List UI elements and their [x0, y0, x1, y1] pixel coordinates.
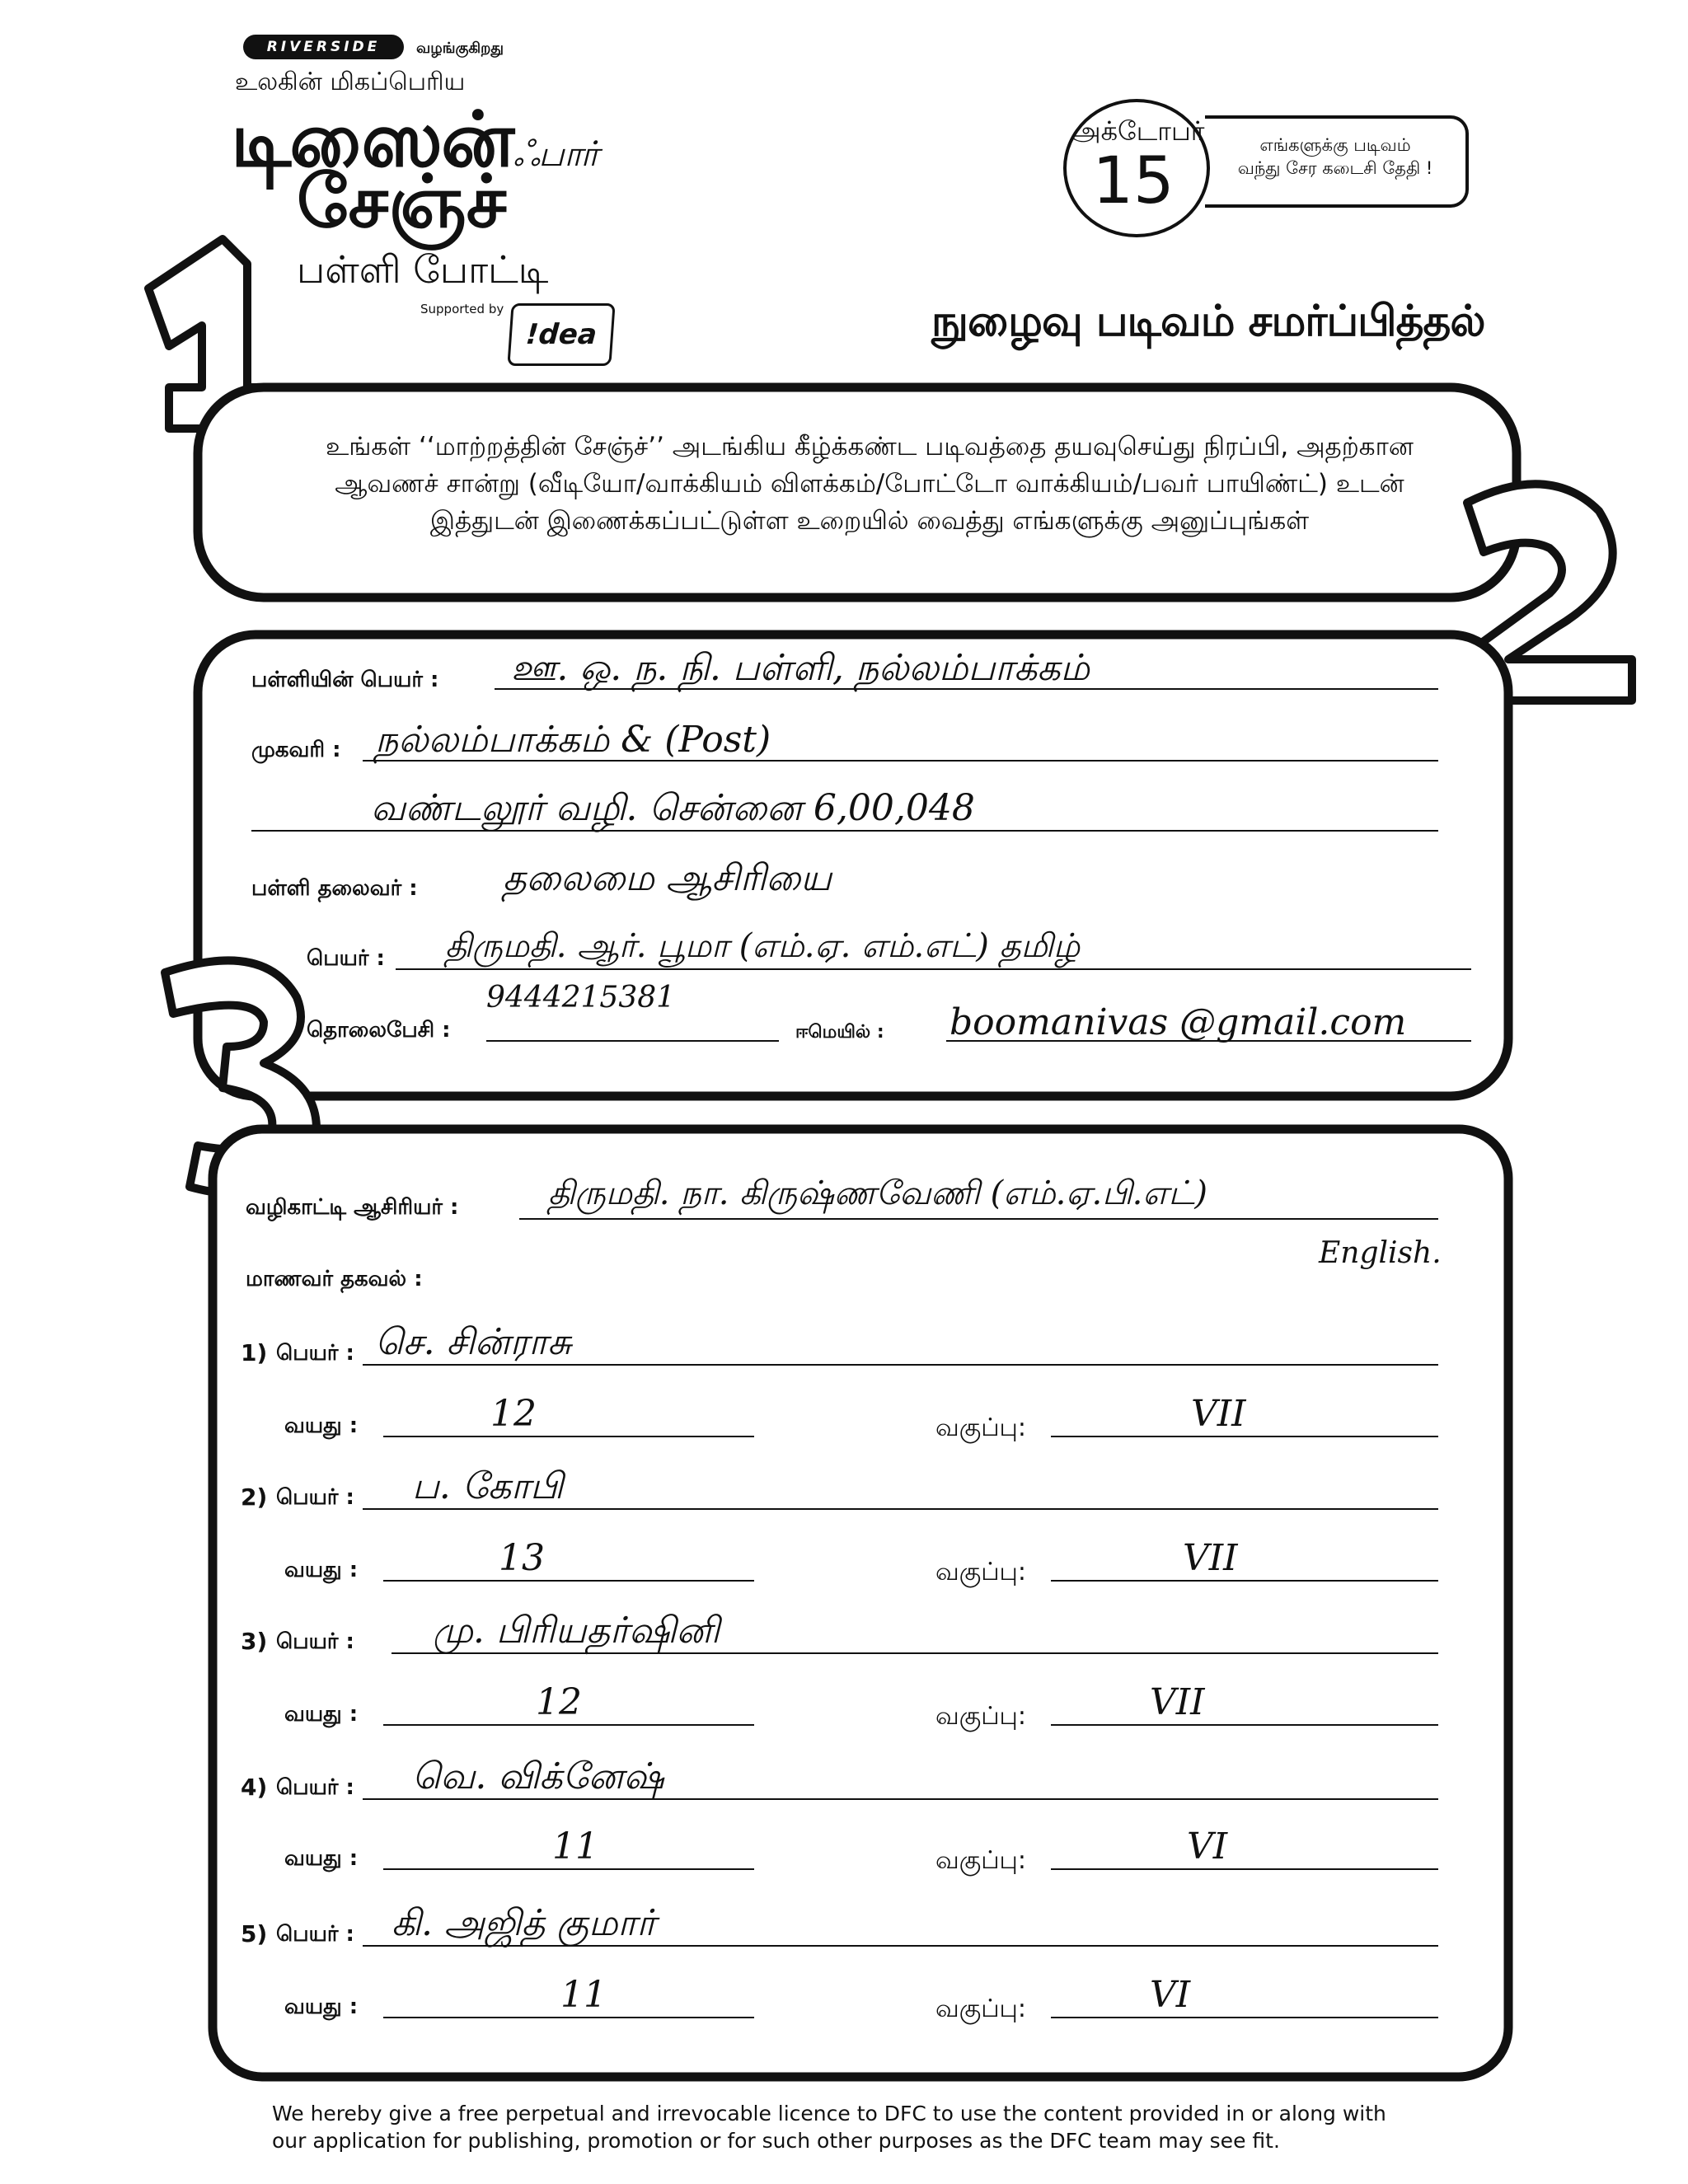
email-label: ஈமெயில் : [795, 1022, 884, 1043]
phone-line [486, 1040, 779, 1042]
riverside-logo: RIVERSIDE [243, 35, 404, 59]
student-2-num: 2) [241, 1483, 268, 1511]
student-1-class-line [1051, 1436, 1438, 1437]
person-name-value[interactable]: திருமதி. ஆர். பூமா (எம்.ஏ. எம்.எட்) தமிழ் [445, 927, 1081, 965]
school-name-value[interactable]: ஊ. ஒ. ந. நி. பள்ளி, நல்லம்பாக்கம் [511, 647, 1090, 689]
student-5-name[interactable]: கி. அஜித் குமார் [392, 1902, 656, 1944]
student-4-age-line [383, 1868, 754, 1870]
guide-subject[interactable]: English. [1319, 1236, 1442, 1270]
student-1-num: 1) [241, 1339, 268, 1366]
student-2-name[interactable]: ப. கோபி [412, 1465, 564, 1507]
student-4-num: 4) [241, 1774, 268, 1801]
student-1-age-label: வயது : [284, 1413, 359, 1438]
student-2-class-line [1051, 1580, 1438, 1582]
deadline-day: 15 [1092, 144, 1175, 218]
student-4-class[interactable]: VI [1187, 1825, 1228, 1868]
student-5-age-line [383, 2017, 754, 2018]
student-3-num: 3) [241, 1628, 268, 1655]
student-3-name-label: பெயர் : [276, 1629, 354, 1654]
licence-footer: We hereby give a free perpetual and irrevocable licence to DFC to use the content provided in or along with our application for publishing, promotion or for such other purposes as the DFC team may see fit. [272, 2102, 1386, 2153]
student-5-class-line [1051, 2017, 1438, 2018]
student-4-class-label: வகுப்பு: [935, 1846, 1026, 1875]
student-3-age[interactable]: 12 [536, 1681, 582, 1723]
deadline-note-line1: எங்களுக்கு படிவம் [1259, 135, 1411, 155]
student-2-name-label: பெயர் : [276, 1485, 354, 1510]
address-line1-value[interactable]: நல்லம்பாக்கம் & (Post) [375, 719, 771, 761]
largest-text: உலகின் மிகப்பெரிய [235, 68, 466, 96]
students-label: மாணவர் தகவல் : [246, 1267, 423, 1291]
student-4-name-label: பெயர் : [276, 1775, 354, 1800]
student-1-age-line [383, 1436, 754, 1437]
student-1-class[interactable]: VII [1191, 1393, 1246, 1435]
phone-value[interactable]: 9444215381 [486, 981, 676, 1015]
deadline-note [1205, 115, 1469, 208]
address-line2-value[interactable]: வண்டலூர் வழி. சென்னை 6,00,048 [371, 787, 975, 829]
student-2-age-label: வயது : [284, 1558, 359, 1582]
student-4-age-label: வயது : [284, 1846, 359, 1871]
submission-title: நுழைவு படிவம் சமர்ப்பித்தல் [931, 297, 1485, 346]
title-for: ஃபார் [513, 134, 598, 174]
guide-value[interactable]: திருமதி. நா. கிருஷ்ணவேணி (எம்.ஏ.பி.எட்) [548, 1174, 1208, 1212]
head-value[interactable]: தலைமை ஆசிரியை [503, 857, 832, 899]
deadline-month: அக்டோபர் [1071, 115, 1205, 147]
student-3-class-line [1051, 1724, 1438, 1726]
student-2-age-line [383, 1580, 754, 1582]
student-2-class[interactable]: VII [1183, 1537, 1238, 1579]
student-4-name[interactable]: வெ. விக்னேஷ் [412, 1755, 664, 1797]
school-name-label: பள்ளியின் பெயர் : [251, 668, 439, 692]
student-4-class-line [1051, 1868, 1438, 1870]
student-3-age-label: வயது : [284, 1702, 359, 1727]
student-3-age-line [383, 1724, 754, 1726]
student-3-name[interactable]: மு. பிரியதர்ஷினி [433, 1610, 720, 1652]
guide-label: வழிகாட்டி ஆசிரியர் : [246, 1195, 459, 1220]
student-1-name-label: பெயர் : [276, 1341, 354, 1366]
student-2-class-label: வகுப்பு: [935, 1558, 1026, 1586]
student-1-age[interactable]: 12 [490, 1393, 537, 1435]
student-5-class[interactable]: VI [1150, 1974, 1191, 2016]
student-1-class-label: வகுப்பு: [935, 1413, 1026, 1442]
contest-name: பள்ளி போட்டி [297, 247, 549, 292]
address-label: முகவரி : [251, 738, 341, 762]
email-value[interactable]: boomanivas @gmail.com [950, 1001, 1407, 1043]
student-5-num: 5) [241, 1920, 268, 1947]
head-label: பள்ளி தலைவர் : [251, 876, 418, 901]
guide-line [519, 1218, 1438, 1220]
student-5-age-label: வயது : [284, 1994, 359, 2019]
phone-label: தொலைபேசி : [307, 1018, 451, 1043]
supported-by: Supported by [420, 302, 504, 316]
deadline-note-line2: வந்து சேர கடைசி தேதி ! [1237, 158, 1433, 178]
instructions-text: உங்கள் ‘‘மாற்றத்தின் சேஞ்ச்’’ அடங்கிய கீழ்க்கண்ட படிவத்தை தயவுசெய்து நிரப்பி, அதற்கான ஆவணச் சான்று (வீடியோ/வாக்கியம் விளக்கம்/போட்டோ வாக்கியம்/பவர் பாயிண்ட்) உடன் இத்துடன் இணைக்கப்பட்டுள்ள உறையில் வைத்து எங்களுக்கு அனுப்புங்கள் [326, 432, 1414, 536]
student-4-age[interactable]: 11 [552, 1825, 598, 1868]
student-3-class[interactable]: VII [1150, 1681, 1205, 1723]
student-1-name[interactable]: செ. சின்ராசு [375, 1321, 572, 1363]
person-name-label: பெயர் : [307, 946, 385, 971]
student-3-class-label: வகுப்பு: [935, 1702, 1026, 1731]
student-5-name-label: பெயர் : [276, 1922, 354, 1947]
title-main: டிஸைன் [231, 96, 513, 184]
presents-text: வழங்குகிறது [416, 40, 504, 57]
title-change: சேஞ்ச் [297, 159, 507, 244]
student-5-age[interactable]: 11 [560, 1974, 607, 2016]
student-2-age[interactable]: 13 [499, 1537, 545, 1579]
idea-logo: !dea [507, 303, 615, 366]
student-5-class-label: வகுப்பு: [935, 1994, 1026, 2023]
